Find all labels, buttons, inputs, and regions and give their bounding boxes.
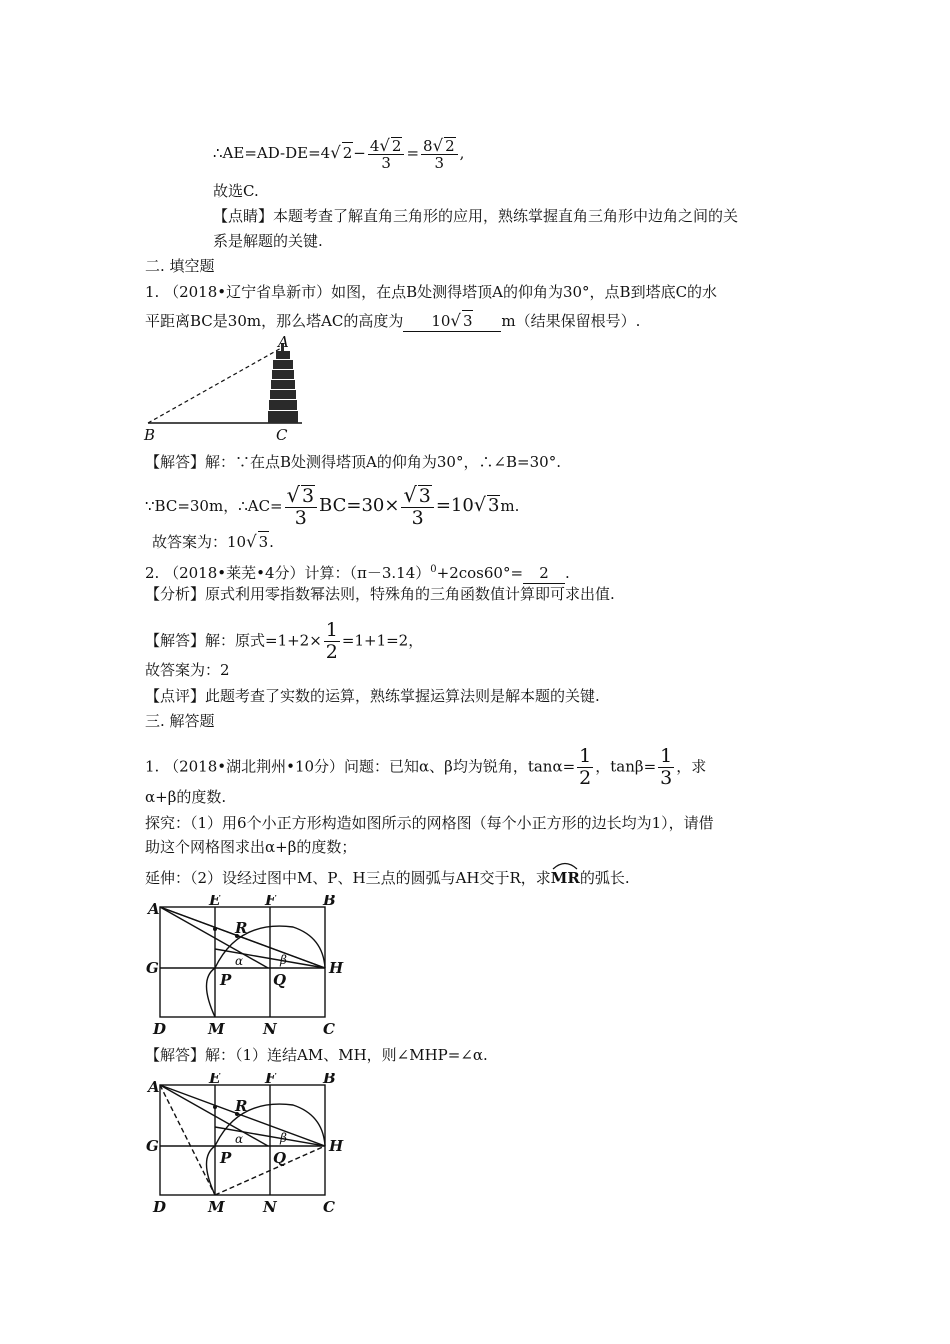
q2-a: 2. （2018•莱芜•4分）计算：（π－3.14） bbox=[145, 564, 431, 582]
frac-den2: 3 bbox=[411, 507, 424, 529]
s3-q1-b: ，tanβ= bbox=[595, 757, 657, 776]
grid2-label-q: Q bbox=[273, 1149, 287, 1167]
q2-sup: 0 bbox=[430, 564, 437, 575]
extend-line bbox=[145, 864, 630, 888]
analysis2: 【分析】原式利用零指数幂法则，特殊角的三角函数值计算即可求出值. bbox=[145, 585, 615, 603]
sol1-l2-d: m. bbox=[500, 497, 520, 515]
arc-mr-label: MR bbox=[550, 869, 580, 887]
q1-line1: 1. （2018•辽宁省阜新市）如图，在点B处测得塔顶A的仰角为30°，点B到塔底C的水 bbox=[145, 283, 718, 301]
grid1-label-d: D bbox=[153, 1020, 167, 1038]
sol1-l2-c: =10 bbox=[435, 495, 474, 516]
arc-mr bbox=[551, 864, 580, 888]
label-a: A bbox=[278, 333, 289, 351]
sol1-l2-b: BC=30× bbox=[319, 495, 400, 516]
grid1-label-c: C bbox=[323, 1020, 335, 1038]
q1-line2a: 平距离BC是30m，那么塔AC的高度为 bbox=[145, 312, 404, 330]
sol2-num: 1 bbox=[325, 619, 338, 641]
grid1-label-m: M bbox=[208, 1020, 225, 1038]
sol2-den: 2 bbox=[325, 641, 338, 663]
section-2-heading: 二. 填空题 bbox=[145, 257, 215, 275]
equals: = bbox=[406, 144, 420, 162]
s3-q1-c: ，求 bbox=[676, 757, 707, 776]
sol2-a: 【解答】解：原式=1+2× bbox=[145, 631, 322, 650]
choose-answer: 故选C. bbox=[213, 182, 259, 200]
pagoda-icon bbox=[268, 343, 298, 423]
frac-rad: 3 bbox=[301, 485, 315, 507]
grid2-label-beta: β bbox=[280, 1131, 287, 1145]
label-b: B bbox=[144, 426, 156, 444]
ae-sqrt: 2 bbox=[342, 144, 353, 162]
grid2-label-f: F bbox=[265, 1073, 276, 1087]
q2-c: . bbox=[565, 564, 570, 582]
grid1-label-a: A bbox=[148, 900, 160, 918]
sol1-line2: ∵BC=30m，∴AC= $\frac{√ 3}{3}$ BC=30× $\frac{√ 3}{3}$ =10√ 3m. bbox=[145, 483, 520, 529]
comment-line2: 系是解题的关键. bbox=[213, 232, 323, 250]
q1-answer-coef: 10 bbox=[431, 312, 451, 330]
frac-tan-beta bbox=[658, 746, 674, 789]
grid1-label-beta: β bbox=[280, 953, 287, 967]
q2 bbox=[145, 560, 570, 584]
f2-num: 8 bbox=[423, 137, 433, 155]
f1-rad: 2 bbox=[391, 137, 402, 155]
sight-line-ba bbox=[148, 347, 283, 423]
grid2-label-alpha: α bbox=[235, 1132, 244, 1146]
ans1: 故答案为：10√ 3. bbox=[152, 532, 274, 551]
f1-num: 4 bbox=[369, 137, 380, 155]
grid2-label-r: R bbox=[235, 1097, 248, 1115]
grid2-label-n: N bbox=[263, 1198, 277, 1216]
frac-den: 3 bbox=[294, 507, 307, 529]
grid2-label-c: C bbox=[323, 1198, 335, 1216]
q1-line2 bbox=[145, 310, 640, 332]
f1-den: 3 bbox=[381, 154, 391, 172]
review2: 【点评】此题考查了实数的运算，熟练掌握运算法则是解本题的关键. bbox=[145, 687, 600, 705]
grid2-label-g: G bbox=[146, 1137, 159, 1155]
frac-rad2: 3 bbox=[418, 485, 431, 507]
frac-root3-3: $\frac{√ 3}{3}$ bbox=[285, 485, 317, 529]
grid2-label-d: D bbox=[153, 1198, 167, 1216]
frac-root3-3-b: $\frac{√ 3}{3}$ bbox=[401, 485, 433, 529]
grid2-label-p: P bbox=[220, 1149, 232, 1167]
grid2-label-h: H bbox=[329, 1137, 344, 1155]
f2-rad: 2 bbox=[445, 137, 455, 155]
ae-prefix: ∴AE=AD-DE=4 bbox=[213, 144, 331, 162]
s3-q1-a: 1. （2018•湖北荆州•10分）问题：已知α、β均为锐角，tanα= bbox=[145, 757, 576, 776]
ae-formula: ∴AE=AD-DE=4√ 2− $\frac{4√ 2}{3}$ = $\frac{8√ 2}{3}$ , bbox=[213, 136, 465, 172]
grid1-label-r: R bbox=[235, 919, 248, 937]
tan-beta-den: 3 bbox=[660, 767, 673, 789]
sol2-b: =1+1=2， bbox=[341, 631, 424, 650]
grid1-label-q: Q bbox=[273, 971, 287, 989]
grid2-label-b: B bbox=[323, 1073, 336, 1087]
ans1-rad: 3 bbox=[258, 533, 269, 551]
frac-tan-alpha bbox=[577, 746, 593, 789]
q2-answer-blank: 2 bbox=[523, 563, 565, 584]
grid1-label-n: N bbox=[263, 1020, 277, 1038]
explore-line2: 助这个网格图求出α+β的度数； bbox=[145, 838, 357, 856]
ans2: 故答案为：2 bbox=[145, 661, 230, 679]
extend-a: 延伸：（2）设经过图中M、P、H三点的圆弧与AH交于R，求 bbox=[145, 869, 551, 887]
grid-figure-2 bbox=[143, 1073, 353, 1218]
ae-end: , bbox=[459, 144, 465, 162]
grid1-label-alpha: α bbox=[235, 954, 244, 968]
f2-den: 3 bbox=[434, 154, 445, 172]
grid2-label-a: A bbox=[148, 1078, 160, 1096]
pagoda-figure bbox=[140, 333, 320, 445]
grid-figure-1 bbox=[143, 895, 353, 1040]
comment-line1: 【点睛】本题考查了解直角三角形的应用，熟练掌握直角三角形中边角之间的关 bbox=[213, 207, 739, 225]
grid1-label-p: P bbox=[220, 971, 232, 989]
ans1-a: 故答案为：10 bbox=[152, 533, 247, 551]
minus: − bbox=[353, 144, 366, 162]
q2-b: +2cos60°= bbox=[436, 564, 524, 582]
sol1-l2-a: ∵BC=30m，∴AC= bbox=[145, 497, 283, 515]
sol1-l2-rad3: 3 bbox=[487, 495, 500, 516]
explore-line1: 探究：（1）用6个小正方形构造如图所示的网格图（每个小正方形的边长均为1），请借 bbox=[145, 814, 714, 832]
ans1-b: . bbox=[269, 533, 274, 551]
tan-beta-num: 1 bbox=[660, 745, 673, 767]
section-3-heading: 三. 解答题 bbox=[145, 712, 215, 730]
q1-answer-blank: 10√ 3 bbox=[403, 310, 501, 332]
s3-q1-line2: α+β的度数. bbox=[145, 788, 227, 806]
sol1-line1: 【解答】解：∵在点B处测得塔顶A的仰角为30°，∴∠B=30°. bbox=[145, 453, 561, 471]
grid1-label-b: B bbox=[323, 895, 336, 909]
label-c: C bbox=[276, 426, 288, 444]
grid2-label-m: M bbox=[208, 1198, 225, 1216]
frac-4root2-3: $\frac{4√ 2}{3}$ bbox=[368, 137, 405, 171]
grid1-label-h: H bbox=[329, 959, 344, 977]
grid1-label-g: G bbox=[146, 959, 159, 977]
grid1-label-f: F bbox=[265, 895, 276, 909]
frac-8root2-3: $\frac{8√ 2}{3}$ bbox=[421, 137, 458, 171]
s3-q1-line1 bbox=[145, 746, 706, 789]
extend-b: 的弧长. bbox=[579, 869, 630, 887]
grid2-label-e: E bbox=[209, 1073, 221, 1087]
q1-line2b: m（结果保留根号）. bbox=[501, 312, 641, 330]
frac-1-2 bbox=[324, 620, 340, 663]
tan-alpha-num: 1 bbox=[579, 745, 592, 767]
sol-line-grid: 【解答】解：（1）连结AM、MH，则∠MHP=∠α. bbox=[145, 1046, 488, 1064]
q1-answer-rad: 3 bbox=[462, 312, 473, 330]
grid1-label-e: E bbox=[209, 895, 221, 909]
sol2 bbox=[145, 620, 423, 663]
tan-alpha-den: 2 bbox=[579, 767, 592, 789]
